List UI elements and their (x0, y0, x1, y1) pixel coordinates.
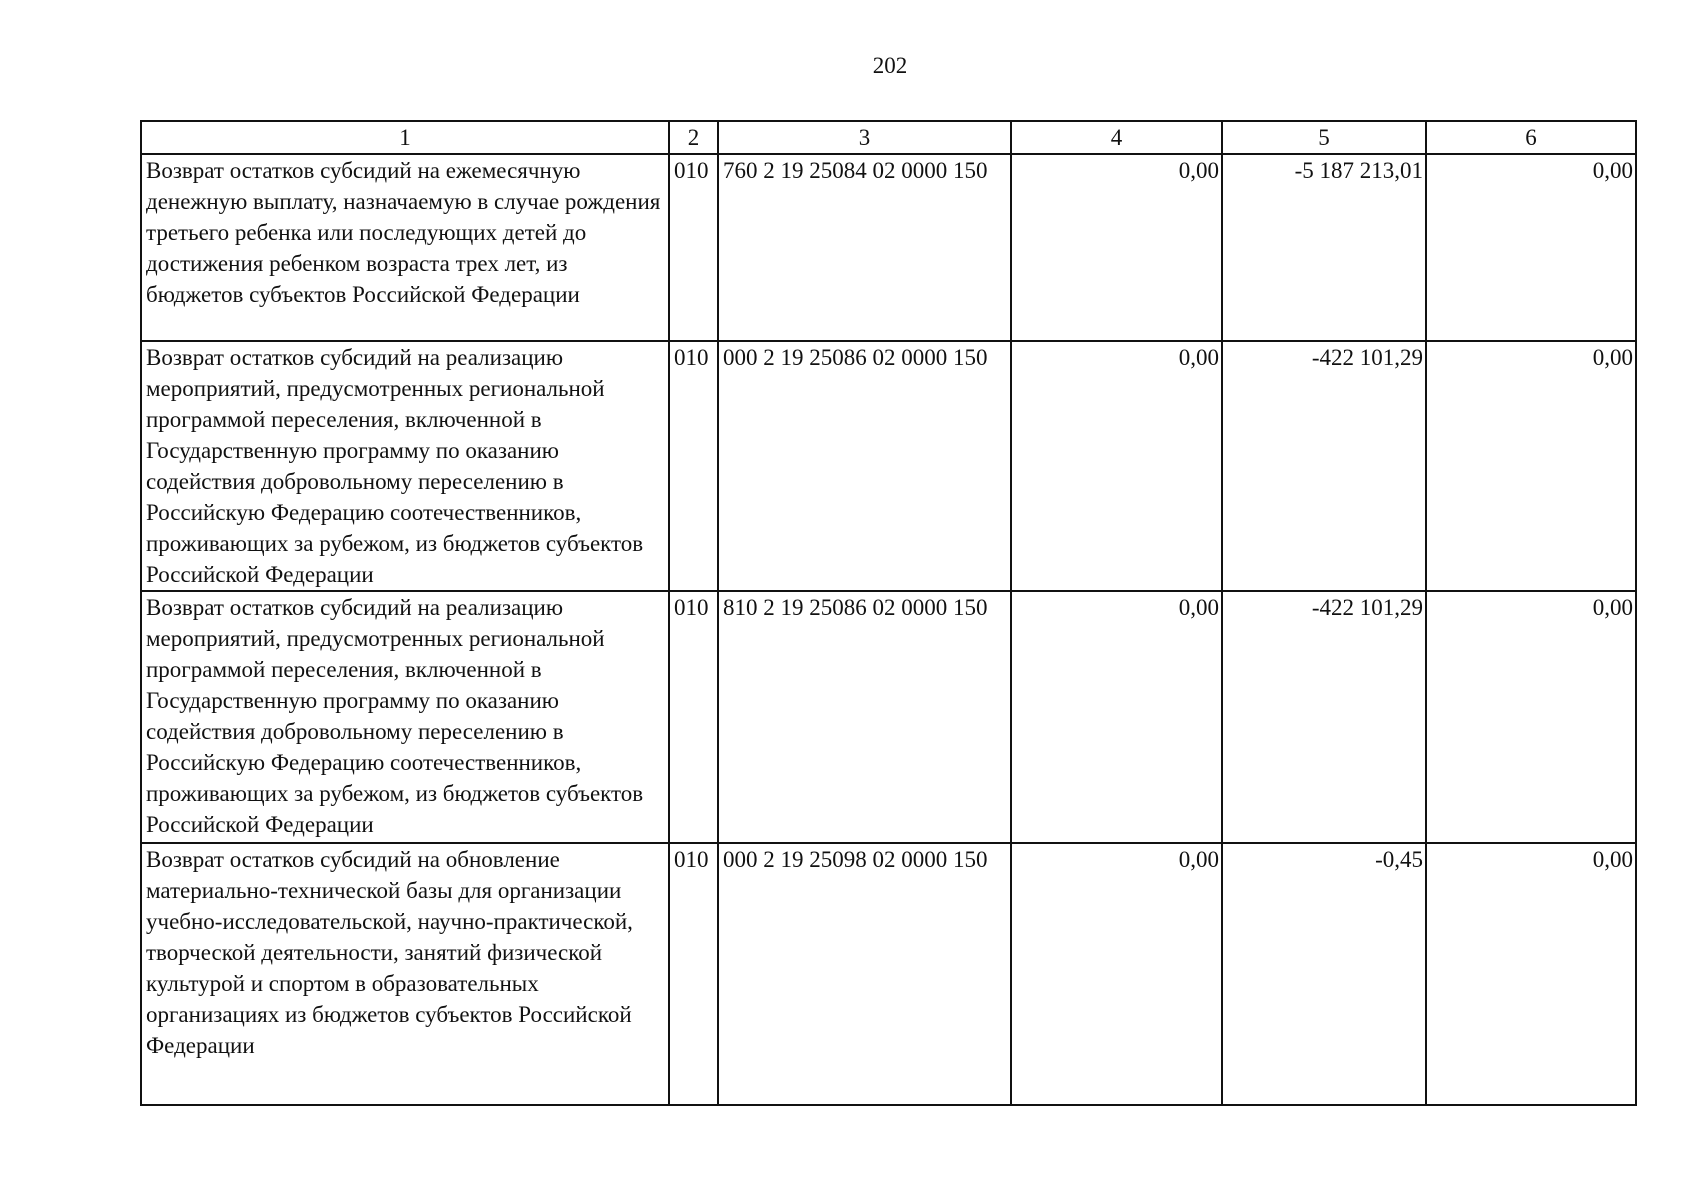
header-row (141, 121, 1636, 154)
row-col6-cell: 0,00 (1426, 341, 1636, 591)
table-row (141, 154, 1636, 341)
row-col4-cell: 0,00 (1011, 154, 1222, 341)
row-col4-cell: 0,00 (1011, 341, 1222, 591)
row-col4-cell: 0,00 (1011, 591, 1222, 843)
table-row (141, 591, 1636, 843)
row-code-cell: 010 (669, 341, 718, 591)
row-kbk-cell: 000 2 19 25098 02 0000 150 (718, 843, 1011, 1105)
row-kbk-cell: 000 2 19 25086 02 0000 150 (718, 341, 1011, 591)
row-col5-cell: -0,45 (1222, 843, 1426, 1105)
row-kbk-cell: 760 2 19 25084 02 0000 150 (718, 154, 1011, 341)
row-col6-cell: 0,00 (1426, 154, 1636, 341)
row-name-text: Возврат остатков субсидий на реализацию мероприятий, предусмотренных региональной программой переселения, включенной в Государственную программу по оказанию содействия добровольному переселению в Российскую Федерацию соотечественников, проживающих за рубежом, из бюджетов субъектов Российской Федерации (146, 595, 644, 837)
table-row (141, 843, 1636, 1105)
row-col6-cell: 0,00 (1426, 591, 1636, 843)
row-kbk-cell: 810 2 19 25086 02 0000 150 (718, 591, 1011, 843)
page-number: 202 (872, 53, 908, 78)
row-name-cell (141, 843, 669, 1105)
row-col5-cell: -5 187 213,01 (1222, 154, 1426, 341)
row-name-text: Возврат остатков субсидий на ежемесячную денежную выплату, назначаемую в случае рождения третьего ребенка или последующих детей до достижения ребенком возраста трех лет, из бюджетов субъектов Российской Федерации (146, 158, 661, 307)
table-row (141, 341, 1636, 591)
row-name-cell (141, 591, 669, 843)
row-name-text: Возврат остатков субсидий на реализацию мероприятий, предусмотренных региональной программой переселения, включенной в Государственную программу по оказанию содействия добровольному переселению в Российскую Федерацию соотечественников, проживающих за рубежом, из бюджетов субъектов Российской Федерации (146, 345, 644, 587)
column-header-2: 2 (669, 121, 718, 154)
row-name-cell (141, 154, 669, 341)
row-col5-cell: -422 101,29 (1222, 341, 1426, 591)
column-header-6: 6 (1426, 121, 1636, 154)
row-code-cell: 010 (669, 843, 718, 1105)
row-col5-cell: -422 101,29 (1222, 591, 1426, 843)
column-header-4: 4 (1011, 121, 1222, 154)
row-code-cell: 010 (669, 591, 718, 843)
column-header-1: 1 (141, 121, 669, 154)
row-code-cell: 010 (669, 154, 718, 341)
report-table (140, 120, 1637, 1106)
column-header-3: 3 (718, 121, 1011, 154)
row-col6-cell: 0,00 (1426, 843, 1636, 1105)
row-name-cell (141, 341, 669, 591)
row-name-text: Возврат остатков субсидий на обновление материально-технической базы для организации учебно-исследовательской, научно-практической, творческой деятельности, занятий физической культурой и спортом в образовательных организациях из бюджетов субъектов Российской Федерации (146, 847, 633, 1058)
row-col4-cell: 0,00 (1011, 843, 1222, 1105)
column-header-5: 5 (1222, 121, 1426, 154)
